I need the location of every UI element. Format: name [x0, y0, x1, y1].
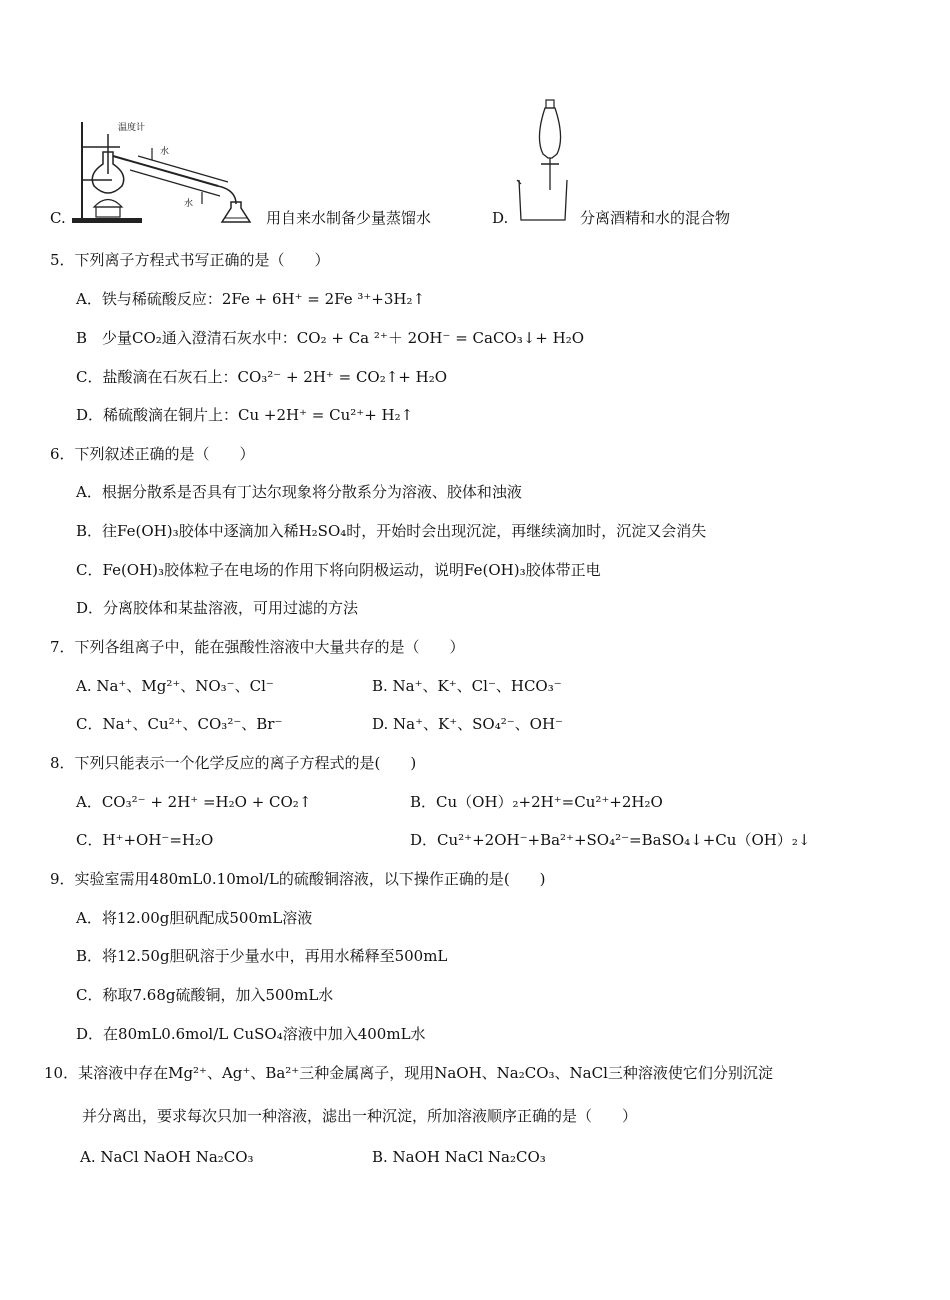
- q10-stem-line2: 并分离出，要求每次只加一种溶液，滤出一种沉淀，所加溶液顺序正确的是（ ）: [82, 1107, 638, 1125]
- q4-option-c-letter: C.: [50, 209, 66, 227]
- distillation-apparatus-figure: [68, 112, 263, 230]
- q8-option-d: D．Cu²⁺+2OH⁻+Ba²⁺+SO₄²⁻=BaSO₄↓+Cu（OH）₂↓: [410, 831, 811, 849]
- q10-stem-line1: 10．某溶液中存在Mg²⁺、Ag⁺、Ba²⁺三种金属离子，现用NaOH、Na₂CO₃、NaCl三种溶液使它们分别沉淀: [44, 1064, 773, 1082]
- q8-option-b: B．Cu（OH）₂+2H⁺=Cu²⁺+2H₂O: [410, 793, 663, 811]
- q6-stem: 6．下列叙述正确的是（ ）: [50, 445, 255, 463]
- q5-option-c: C．盐酸滴在石灰石上：CO₃²⁻ + 2H⁺ = CO₂↑+ H₂O: [76, 368, 448, 386]
- q8-option-a: A．CO₃²⁻ + 2H⁺ =H₂O + CO₂↑: [76, 793, 312, 811]
- q9-option-b: B．将12.50g胆矾溶于少量水中，再用水稀释至500mL: [76, 947, 448, 965]
- q5-stem: 5．下列离子方程式书写正确的是（ ）: [50, 251, 330, 269]
- q5-option-b: B 少量CO₂通入澄清石灰水中：CO₂ + Ca ²⁺＋ 2OH⁻ = CaCO₃↓+ H₂O: [76, 329, 585, 347]
- q9-option-d: D．在80mL0.6mol/L CuSO₄溶液中加入400mL水: [76, 1025, 426, 1043]
- water-inlet-label: 水: [184, 199, 194, 209]
- q6-option-c: C．Fe(OH)₃胶体粒子在电场的作用下将向阴极运动，说明Fe(OH)₃胶体带正电: [76, 561, 601, 579]
- q4-option-d-letter: D.: [492, 209, 509, 227]
- q5-option-d: D．稀硫酸滴在铜片上：Cu +2H⁺ = Cu²⁺+ H₂↑: [76, 406, 414, 424]
- q10-option-a: A. NaCl NaOH Na₂CO₃: [80, 1148, 254, 1166]
- q6-option-d: D．分离胶体和某盐溶液，可用过滤的方法: [76, 599, 359, 617]
- q7-option-c: C．Na⁺、Cu²⁺、CO₃²⁻、Br⁻: [76, 715, 283, 733]
- q7-option-b: B. Na⁺、K⁺、Cl⁻、HCO₃⁻: [372, 677, 562, 695]
- q5-option-a: A．铁与稀硫酸反应：2Fe + 6H⁺ = 2Fe ³⁺+3H₂↑: [76, 290, 426, 308]
- q8-option-c: C．H⁺+OH⁻=H₂O: [76, 831, 214, 849]
- q9-option-c: C．称取7.68g硫酸铜，加入500mL水: [76, 986, 334, 1004]
- q7-option-a: A. Na⁺、Mg²⁺、NO₃⁻、Cl⁻: [76, 677, 274, 695]
- q6-option-a: A．根据分散系是否具有丁达尔现象将分散系分为溶液、胶体和浊液: [76, 483, 522, 501]
- q7-stem: 7．下列各组离子中，能在强酸性溶液中大量共存的是（ ）: [50, 638, 465, 656]
- q6-option-b: B．往Fe(OH)₃胶体中逐滴加入稀H₂SO₄时，开始时会出现沉淀，再继续滴加时，沉淀又会消失: [76, 522, 707, 540]
- q4-option-c-text: 用自来水制备少量蒸馏水: [266, 209, 432, 227]
- thermometer-label: 温度计: [118, 123, 146, 133]
- q9-stem: 9．实验室需用480mL0.10mol/L的硫酸铜溶液，以下操作正确的是( ): [50, 870, 546, 888]
- water-outlet-label: 水: [160, 147, 170, 157]
- separatory-funnel-figure: [515, 98, 575, 226]
- q8-stem: 8．下列只能表示一个化学反应的离子方程式的是( ): [50, 754, 417, 772]
- q7-option-d: D. Na⁺、K⁺、SO₄²⁻、OH⁻: [372, 715, 563, 733]
- q4-option-d-text: 分离酒精和水的混合物: [580, 209, 731, 227]
- q10-option-b: B. NaOH NaCl Na₂CO₃: [372, 1148, 546, 1166]
- q9-option-a: A．将12.00g胆矾配成500mL溶液: [76, 909, 313, 927]
